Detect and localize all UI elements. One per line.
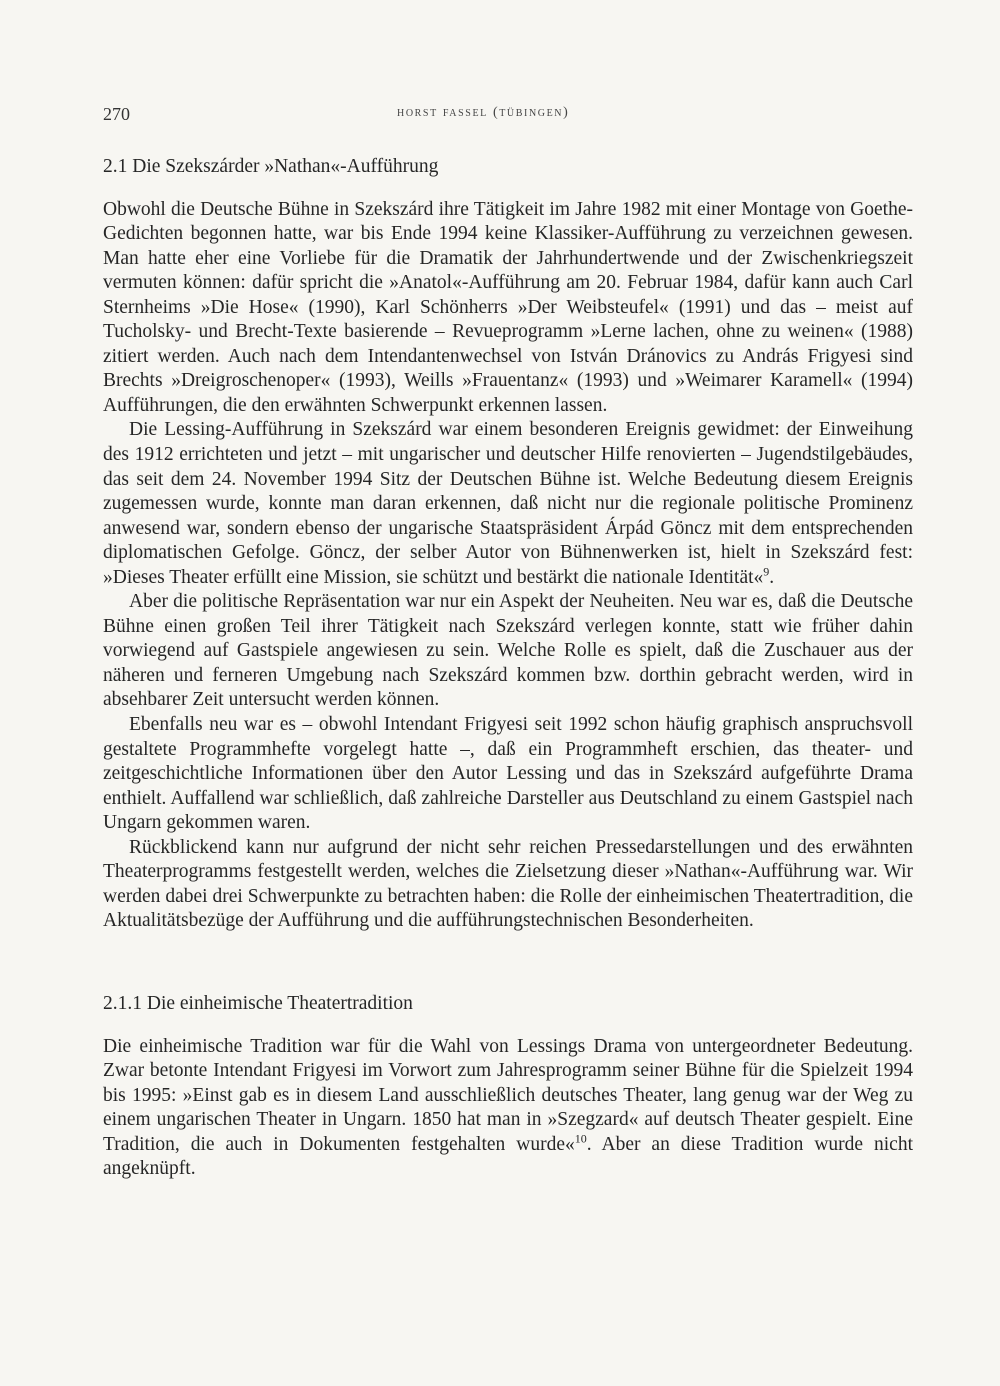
footnote-reference: 9 [763,564,770,579]
paragraph-text: Die einheimische Tradition war für die Wahl von Lessings Drama von untergeordneter Bedeutung. Zwar betonte Intendant Frigyesi im Vorwort zum Jahresprogramm seiner Bühne für die Spielzeit 1994 bis 1995: »Einst gab es in diesem Land ausschließlich deutsches Theater, lang genug war der Weg zu einem ungarischen Theater in Ungarn. 1850 hat man in »Szegzard« auf deutsch Theater gespielt. Eine Tradition, die auch in Dokumenten festgehalten wurde« [103,1035,913,1155]
page-body [103,155,913,1182]
body-paragraph: Rückblickend kann nur aufgrund der nicht sehr reichen Pressedarstellungen und des erwähnten Theaterprogramms festgestellt werden, welches die Zielsetzung dieser »Nathan«-Aufführung war. Wir werden dabei drei Schwerpunkte zu betrachten haben: die Rolle der einheimischen Theatertradition, die Aktualitätsbezüge der Aufführung und die aufführungstechnischen Besonderheiten. [103,836,913,932]
body-paragraph: Ebenfalls neu war es – obwohl Intendant Frigyesi seit 1992 schon häufig graphisch anspruchsvoll gestaltete Programmhefte vorgelegt hatte –, daß ein Programmheft erschien, das theater- und zeitgeschichtliche Informationen über den Autor Lessing und das in Szekszárd aufgeführte Drama enthielt. Auffallend war schließlich, daß zahlreiche Darsteller aus Deutschland zu einem Gastspiel nach Ungarn gekommen waren. [103,714,913,834]
body-paragraph: Obwohl die Deutsche Bühne in Szekszárd ihre Tätigkeit im Jahre 1982 mit einer Montage von Goethe-Gedichten begonnen hatte, war bis Ende 1994 keine Klassiker-Aufführung zu verzeichnen gewesen. Man hatte eher eine Vorliebe für die Dramatik der Jahrhundertwende und der Zwischenkriegszeit vermuten können: dafür spricht die »Anatol«-Aufführung am 20. Februar 1984, dafür kann auch Carl Sternheims »Die Hose« (1990), Karl Schönherrs »Der Weibsteufel« (1991) und das – meist auf Tucholsky- und Brecht-Texte basierende – Revueprogramm »Lerne lachen, ohne zu weinen« (1988) zitiert werden. Auch nach dem Intendantenwechsel von István Dránovics zu András Frigyesi sind Brechts »Dreigroschenoper« (1993), Weills »Frauentanz« (1993) und »Weimarer Karamell« (1994) Aufführungen, die den erwähnten Schwerpunkt erkennen lassen. [103,198,913,416]
paragraph-text-end: . Aber an diese Tradition wurde nicht angeknüpft. [103,1133,913,1180]
paragraph-text: Die Lessing-Aufführung in Szekszárd war einem besonderen Ereignis gewidmet: der Einweihung des 1912 errichteten und jetzt – mit ungarischer und deutscher Hilfe renovierten – Jugendstilgebäudes, das seit dem 24. November 1994 Sitz der Deutschen Bühne ist. Welche Bedeutung diesem Ereignis zugemessen wurde, konnte man daran erkennen, daß nicht nur die regionale politische Prominenz anwesend war, sondern ebenso der ungarische Staatspräsident Árpád Göncz mit dem entsprechenden diplomatischen Gefolge. Göncz, der selber Autor von Bühnenwerken ist, hielt in Szekszárd fest: »Dieses Theater erfüllt eine Mission, sie schützt und bestärkt die nationale Identität« [103,419,913,588]
running-head [103,104,913,128]
body-paragraph [103,418,913,590]
subsection-heading: 2.1.1 Die einheimische Theatertradition [103,992,413,1014]
page-number: 270 [103,104,130,124]
footnote-reference: 10 [574,1131,587,1146]
section-heading: 2.1 Die Szekszárder »Nathan«-Aufführung [103,156,439,177]
paragraph-text-end: . [769,566,775,588]
body-paragraph [103,1035,913,1182]
running-title: horst fassel (tübingen) [397,105,570,120]
body-paragraph: Aber die politische Repräsentation war nur ein Aspekt der Neuheiten. Neu war es, daß die Deutsche Bühne einen großen Teil ihrer Tätigkeit nach Szekszárd verlegen konnte, statt wie früher dahin vorwiegend auf Gastspiele angewiesen zu sein. Welche Rolle es spielt, daß die Zuschauer aus der näheren und ferneren Umgebung nach Szekszárd kommen bzw. dorthin gebracht werden, wird in absehbarer Zeit untersucht werden können. [103,591,913,711]
